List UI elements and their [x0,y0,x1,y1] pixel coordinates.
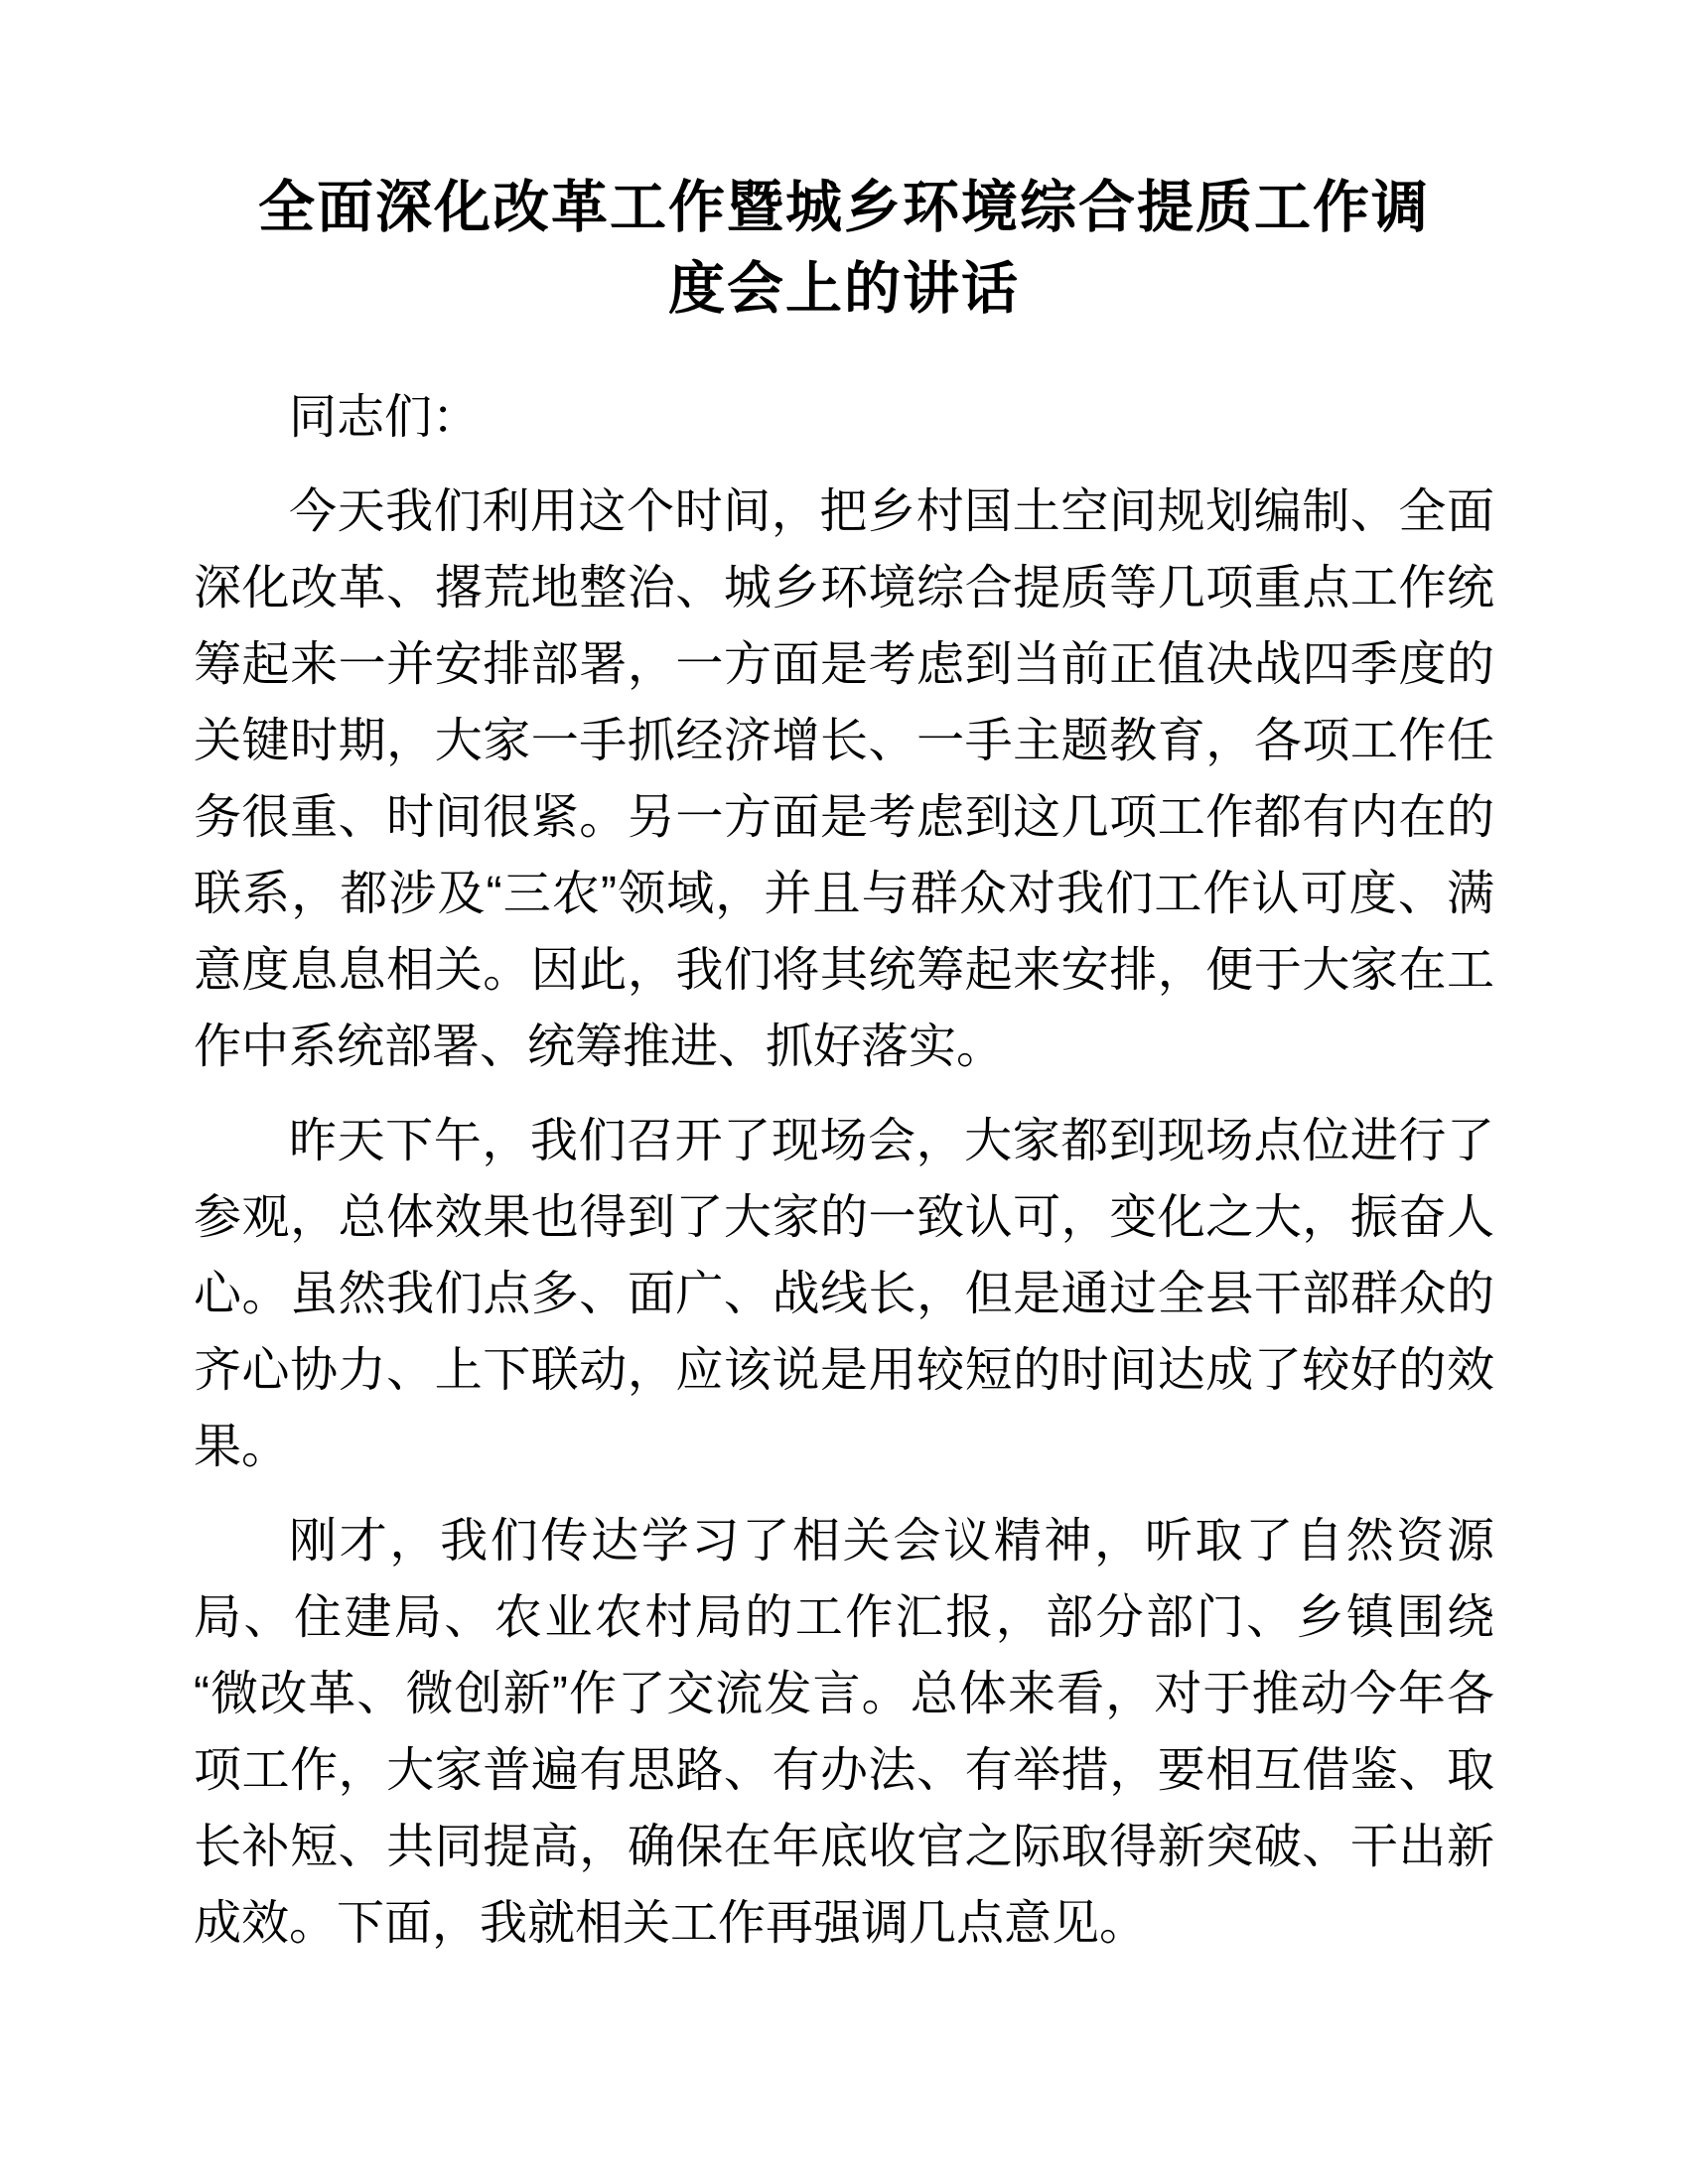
document-title-line-1: 全面深化改革工作暨城乡环境综合提质工作调 [258,176,1430,239]
document-body [194,379,1494,1962]
paragraph: 刚才，我们传达学习了相关会议精神，听取了自然资源局、住建局、农业农村局的工作汇报，部分部门、乡镇围绕“微改革、微创新”作了交流发言。总体来看，对于推动今年各项工作，大家普遍有思路、有办法、有举措，要相互借鉴、取长补短、共同提高，确保在年底收官之际取得新突破、干出新成效。下面，我就相关工作再强调几点意见。 [194,1515,1494,1950]
paragraph: 昨天下午，我们召开了现场会，大家都到现场点位进行了参观，总体效果也得到了大家的一致认可，变化之大，振奋人心。虽然我们点多、面广、战线长，但是通过全县干部群众的齐心协力、上下联动，应该说是用较短的时间达成了较好的效果。 [194,1115,1494,1473]
document-title-line-2: 度会上的讲话 [668,257,1020,321]
document-title [194,167,1494,330]
salutation: 同志们： [289,391,481,444]
paragraph: 今天我们利用这个时间，把乡村国土空间规划编制、全面深化改革、撂荒地整治、城乡环境综合提质等几项重点工作统筹起来一并安排部署，一方面是考虑到当前正值决战四季度的关键时期，大家一手抓经济增长、一手主题教育，各项工作任务很重、时间很紧。另一方面是考虑到这几项工作都有内在的联系，都涉及“三农”领域，并且与群众对我们工作认可度、满意度息息相关。因此，我们将其统筹起来安排，便于大家在工作中系统部署、统筹推进、抓好落实。 [194,485,1494,1073]
